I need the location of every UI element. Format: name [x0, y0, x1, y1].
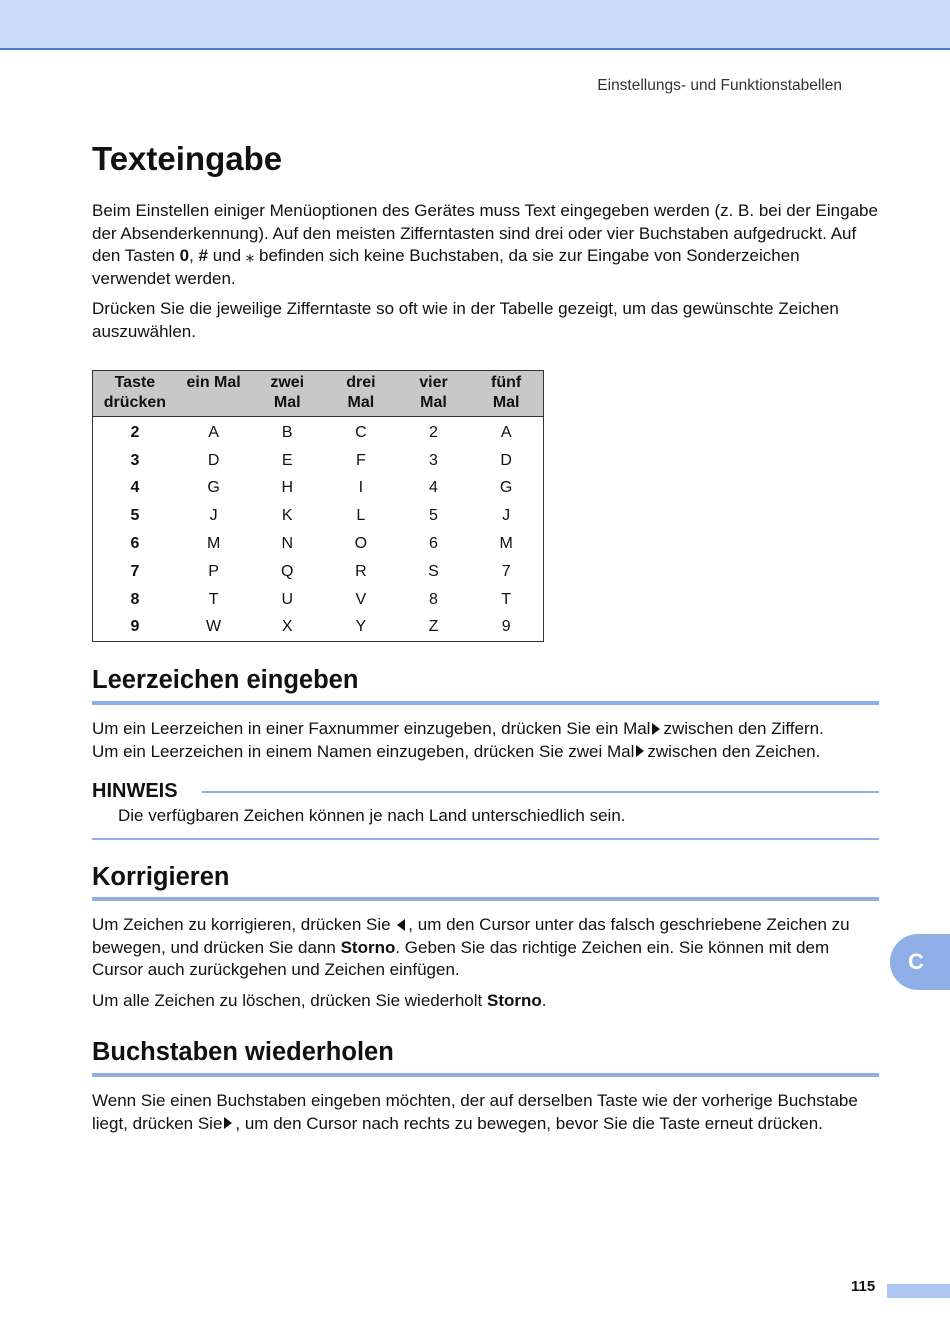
chapter-tab: C [890, 934, 950, 990]
leerzeichen-line1-b: zwischen den Ziffern. [663, 719, 824, 738]
table-cell: 6 [429, 535, 438, 553]
table-cell: J [209, 507, 218, 525]
key-cell: 8 [130, 590, 140, 608]
table-cell: A [500, 423, 512, 441]
table-cell: D [207, 451, 220, 469]
table-cell: T [501, 590, 512, 608]
table-header: ein Mal [177, 371, 251, 417]
table-row [93, 614, 544, 642]
wiederholen-text-b: , um den Cursor nach rechts zu bewegen, bevor Sie die Taste erneut drücken. [235, 1113, 823, 1133]
table-cell: T [208, 590, 219, 608]
intro-text-a: Beim Einstellen einiger Menüoptionen des Gerätes muss Text eingegeben werden (z. B. bei der Eingabe der Absenderkennung). Auf den meisten Zifferntasten sind drei oder vier Buchstaben aufgedruckt. Auf den Tasten [92, 201, 878, 265]
note-divider-top [202, 791, 879, 793]
table-cell: K [281, 507, 293, 525]
table-header-row [93, 371, 544, 417]
table-cell: U [281, 590, 294, 608]
table-row [93, 417, 544, 447]
table-row [93, 502, 544, 530]
left-arrow-icon [397, 919, 405, 931]
page-title: Texteingabe [92, 140, 283, 177]
table-cell: G [499, 479, 513, 497]
table-cell: V [355, 590, 367, 608]
table-cell: E [281, 451, 293, 469]
korrigieren-p2-text-b: . [541, 991, 547, 1010]
note-text: Die verfügbaren Zeichen können je nach Land unterschiedlich sein. [118, 806, 626, 825]
section-heading-leerzeichen: Leerzeichen eingeben [92, 666, 359, 694]
table-cell: Y [355, 618, 367, 636]
table-cell: L [356, 507, 366, 525]
section-rule [92, 701, 879, 705]
section-heading-korrigieren: Korrigieren [92, 863, 230, 891]
korrigieren-text-a: Um Zeichen zu korrigieren, drücken Sie [92, 915, 396, 934]
table-cell: B [281, 423, 293, 441]
table-cell: 7 [501, 562, 511, 580]
top-header-band [0, 0, 950, 50]
leerzeichen-line2-b: zwischen den Zeichen. [647, 741, 821, 761]
storno-key-label: Storno [486, 991, 542, 1010]
table-cell: P [208, 562, 219, 580]
table-header: zwei Mal [250, 371, 324, 417]
key-cell: 6 [130, 535, 140, 553]
table-cell: D [500, 451, 512, 469]
right-arrow-icon [636, 745, 644, 757]
table-cell: A [208, 423, 219, 441]
korrigieren-paragraph-1 [92, 914, 879, 982]
table-cell: G [207, 479, 220, 497]
wiederholen-text-a: Wenn Sie einen Buchstaben eingeben möchten, der auf derselben Taste wie der vorherige Buchstabe liegt, drücken Sie [92, 1091, 858, 1133]
key-0: 0 [179, 246, 190, 265]
table-cell: J [502, 507, 511, 525]
running-header: Einstellungs- und Funktionstabellen [597, 77, 842, 94]
table-header: drei Mal [324, 371, 398, 417]
key-cell: 2 [130, 423, 140, 441]
korrigieren-text-b: , um den Cursor unter das falsch geschriebene Zeichen zu bewegen, und drücken Sie dann [92, 915, 850, 957]
table-header: fünf Mal [469, 371, 543, 417]
table-cell: O [354, 535, 368, 553]
intro-paragraph-2: Drücken Sie die jeweilige Zifferntaste so oft wie in der Tabelle gezeigt, um das gewünschte Zeichen auszuwählen. [92, 299, 839, 341]
table-cell: Q [281, 562, 294, 580]
key-cell: 5 [130, 507, 140, 525]
table-cell: M [206, 535, 221, 553]
intro-text-b: befinden sich keine Buchstaben, da sie zur Eingabe von Sonderzeichen verwendet werden. [92, 246, 800, 288]
table-cell: 8 [429, 590, 438, 608]
table-cell: W [206, 618, 222, 636]
table-cell: 5 [429, 507, 438, 525]
storno-key-label: Storno [340, 937, 396, 957]
key-cell: 4 [130, 479, 140, 497]
key-hash: # [198, 246, 208, 265]
key-cell: 7 [130, 562, 140, 580]
intro-und: und [207, 246, 246, 265]
table-row [93, 558, 544, 586]
table-cell: X [281, 618, 293, 636]
table-cell: Z [428, 618, 439, 636]
korrigieren-text-c: . Geben Sie das richtige Zeichen ein. Sie können mit dem Cursor auch zurückgehen und Zeichen einfügen. [92, 937, 830, 979]
table-cell: 3 [429, 451, 438, 469]
korrigieren-p2-text-a: Um alle Zeichen zu löschen, drücken Sie wiederholt [92, 991, 487, 1010]
intro-sep: , [189, 246, 199, 265]
table-cell: S [428, 562, 439, 580]
star-key-icon: ⁎ [245, 246, 255, 265]
key-cell: 9 [130, 618, 140, 636]
table-cell: C [355, 423, 367, 441]
section-rule [92, 1073, 879, 1077]
table-cell: 2 [429, 423, 438, 441]
table-row [93, 475, 544, 503]
leerzeichen-line2-a: Um ein Leerzeichen in einem Namen einzugeben, drücken Sie zwei Mal [92, 741, 635, 761]
character-table [92, 370, 544, 642]
korrigieren-paragraph-2 [92, 990, 879, 1013]
note-title: HINWEIS [92, 780, 178, 802]
intro-paragraph-1 [92, 200, 879, 290]
table-row [93, 447, 544, 475]
right-arrow-icon [224, 1117, 232, 1129]
table-cell: N [281, 535, 294, 553]
key-cell: 3 [130, 451, 140, 469]
footer-band [887, 1284, 950, 1298]
table-row [93, 530, 544, 558]
table-cell: R [355, 562, 367, 580]
table-cell: 4 [429, 479, 438, 497]
table-cell: H [281, 479, 294, 497]
table-header: Taste drücken [93, 371, 177, 417]
wiederholen-paragraph [92, 1090, 879, 1135]
section-heading-wiederholen: Buchstaben wiederholen [92, 1038, 394, 1066]
table-cell: I [358, 479, 364, 497]
table-header: vier Mal [398, 371, 470, 417]
page-number: 115 [851, 1278, 876, 1295]
table-cell: 9 [501, 618, 511, 636]
right-arrow-icon [652, 723, 660, 735]
table-row [93, 586, 544, 614]
note-divider-bottom [92, 838, 879, 840]
table-cell: F [355, 451, 366, 469]
table-cell: M [499, 535, 513, 553]
leerzeichen-paragraph [92, 718, 892, 763]
section-rule [92, 897, 879, 901]
leerzeichen-line1-a: Um ein Leerzeichen in einer Faxnummer einzugeben, drücken Sie ein Mal [92, 719, 651, 738]
